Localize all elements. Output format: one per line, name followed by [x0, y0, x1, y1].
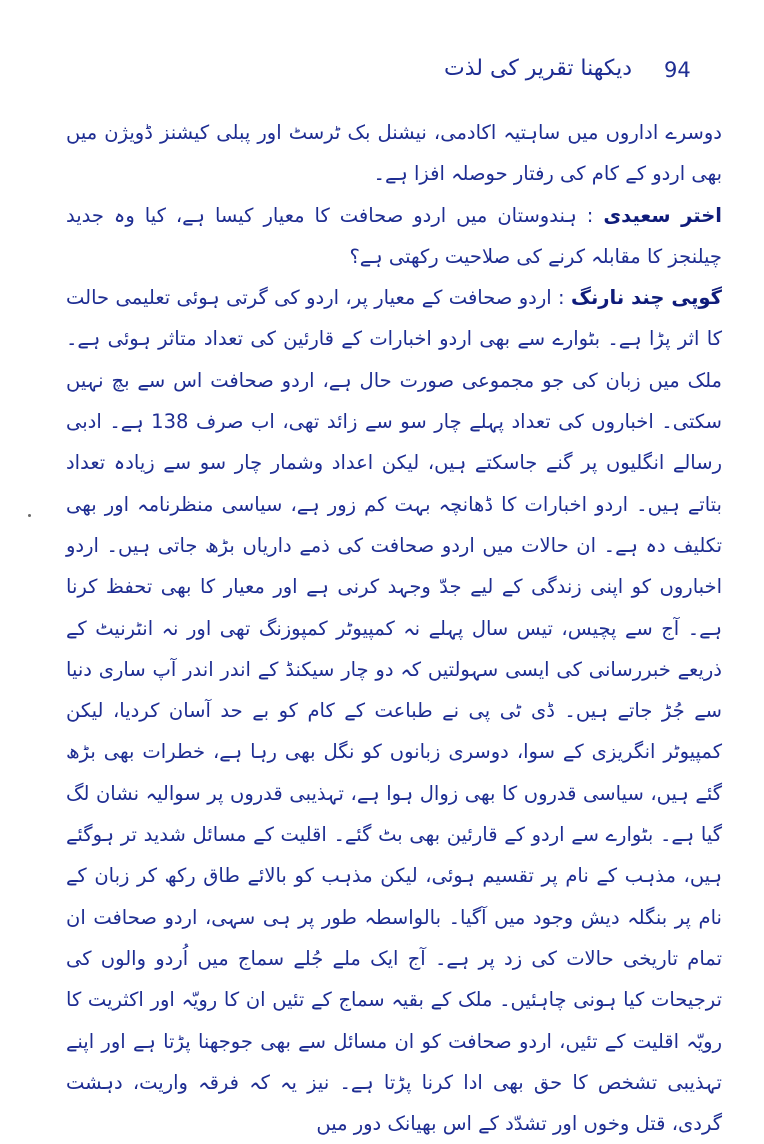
speaker-name: گوپی چند نارنگ [571, 286, 722, 310]
scan-speck [28, 514, 31, 517]
paragraph-answer [66, 277, 722, 1144]
running-title: دیکھنا تقریر کی لذت [444, 56, 632, 81]
paragraph-text: دوسرے اداروں میں ساہتیہ اکادمی، نیشنل بک ٹرسٹ اور پبلی کیشنز ڈویژن میں بھی اردو کے کام کی رفتار حوصلہ افزا ہے۔ [66, 121, 722, 186]
paragraph-text: : ہندوستان میں اردو صحافت کا معیار کیسا ہے، کیا وہ جدید چیلنجز کا مقابلہ کرنے کی صلاحیت رکھتی ہے؟ [66, 203, 722, 268]
page-number: 94 [664, 58, 691, 82]
page-header [0, 52, 764, 92]
paragraph-intro [66, 112, 722, 195]
paragraph-text: : اردو صحافت کے معیار پر، اردو کی گرتی ہوئی تعلیمی حالت کا اثر پڑا ہے۔ بٹوارے سے بھی اردو اخبارات کے قارئین کی تعداد متاثر ہوئی ہے۔ ملک میں زبان کی جو مجموعی صورت حال ہے، اردو صحافت اس سے بچ نہیں سکتی۔ اخباروں کی تعداد پہلے چار سو سے زائد تھی، اب صرف 138 ہے۔ ادبی رسالے انگلیوں پر گنے جاسکتے ہیں، لیکن اعداد وشمار چار سو سے زیادہ تعداد بتاتے ہیں۔ اردو اخبارات کا ڈھانچہ بہت کم زور ہے، سیاسی منظرنامہ اور بھی تکلیف دہ ہے۔ ان حالات میں اردو صحافت کی ذمے داریاں بڑھ جاتی ہیں۔ اردو اخباروں کو اپنی زندگی کے لیے جدّ وجہد کرنی ہے اور معیار کا بھی تحفظ کرنا ہے۔ آج سے پچیس، تیس سال پہلے نہ کمپیوٹر کمپوزنگ تھی اور نہ انٹرنیٹ کے ذریعے خبررسانی کی ایسی سہولتیں کہ دو چار سیکنڈ کے اندر اندر آپ ساری دنیا سے جُڑ جاتے ہیں۔ ڈی ٹی پی نے طباعت کے کام کو بے حد آسان کردیا، لیکن کمپیوٹر انگریزی کے سوا، دوسری زبانوں کو نگل بھی رہا ہے، خطرات بھی بڑھ گئے ہیں، سیاسی قدروں کا بھی زوال ہوا ہے، تہذیبی قدروں پر سوالیہ نشان لگ گیا ہے۔ بٹوارے سے اردو کے قارئین بھی بٹ گئے۔ اقلیت کے مسائل شدید تر ہوگئے ہیں، مذہب کے نام پر تقسیم ہوئی، لیکن مذہب کو بالائے طاق رکھ کر زبان کے نام پر بنگلہ دیش وجود میں آگیا۔ بالواسطہ طور پر ہی سہی، اردو صحافت ان تمام تاریخی حالات کی زد پر ہے۔ آج ایک ملے جُلے سماج میں اُردو والوں کی ترجیحات کیا ہونی چاہئیں۔ ملک کے بقیہ سماج کے تئیں ان کا رویّہ اور اکثریت کا رویّہ اقلیت کے تئیں، اردو صحافت کو ان مسائل سے بھی جوجھنا پڑتا ہے اور اپنے تہذیبی تشخص کا حق بھی ادا کرنا پڑتا ہے۔ نیز یہ کہ فرقہ واریت، دہشت گردی، قتل وخوں اور تشدّد کے اس بھیانک دور میں [66, 286, 722, 1136]
paragraph-question [66, 195, 722, 278]
speaker-name: اختر سعیدی [603, 203, 722, 227]
page-body [66, 112, 722, 1144]
